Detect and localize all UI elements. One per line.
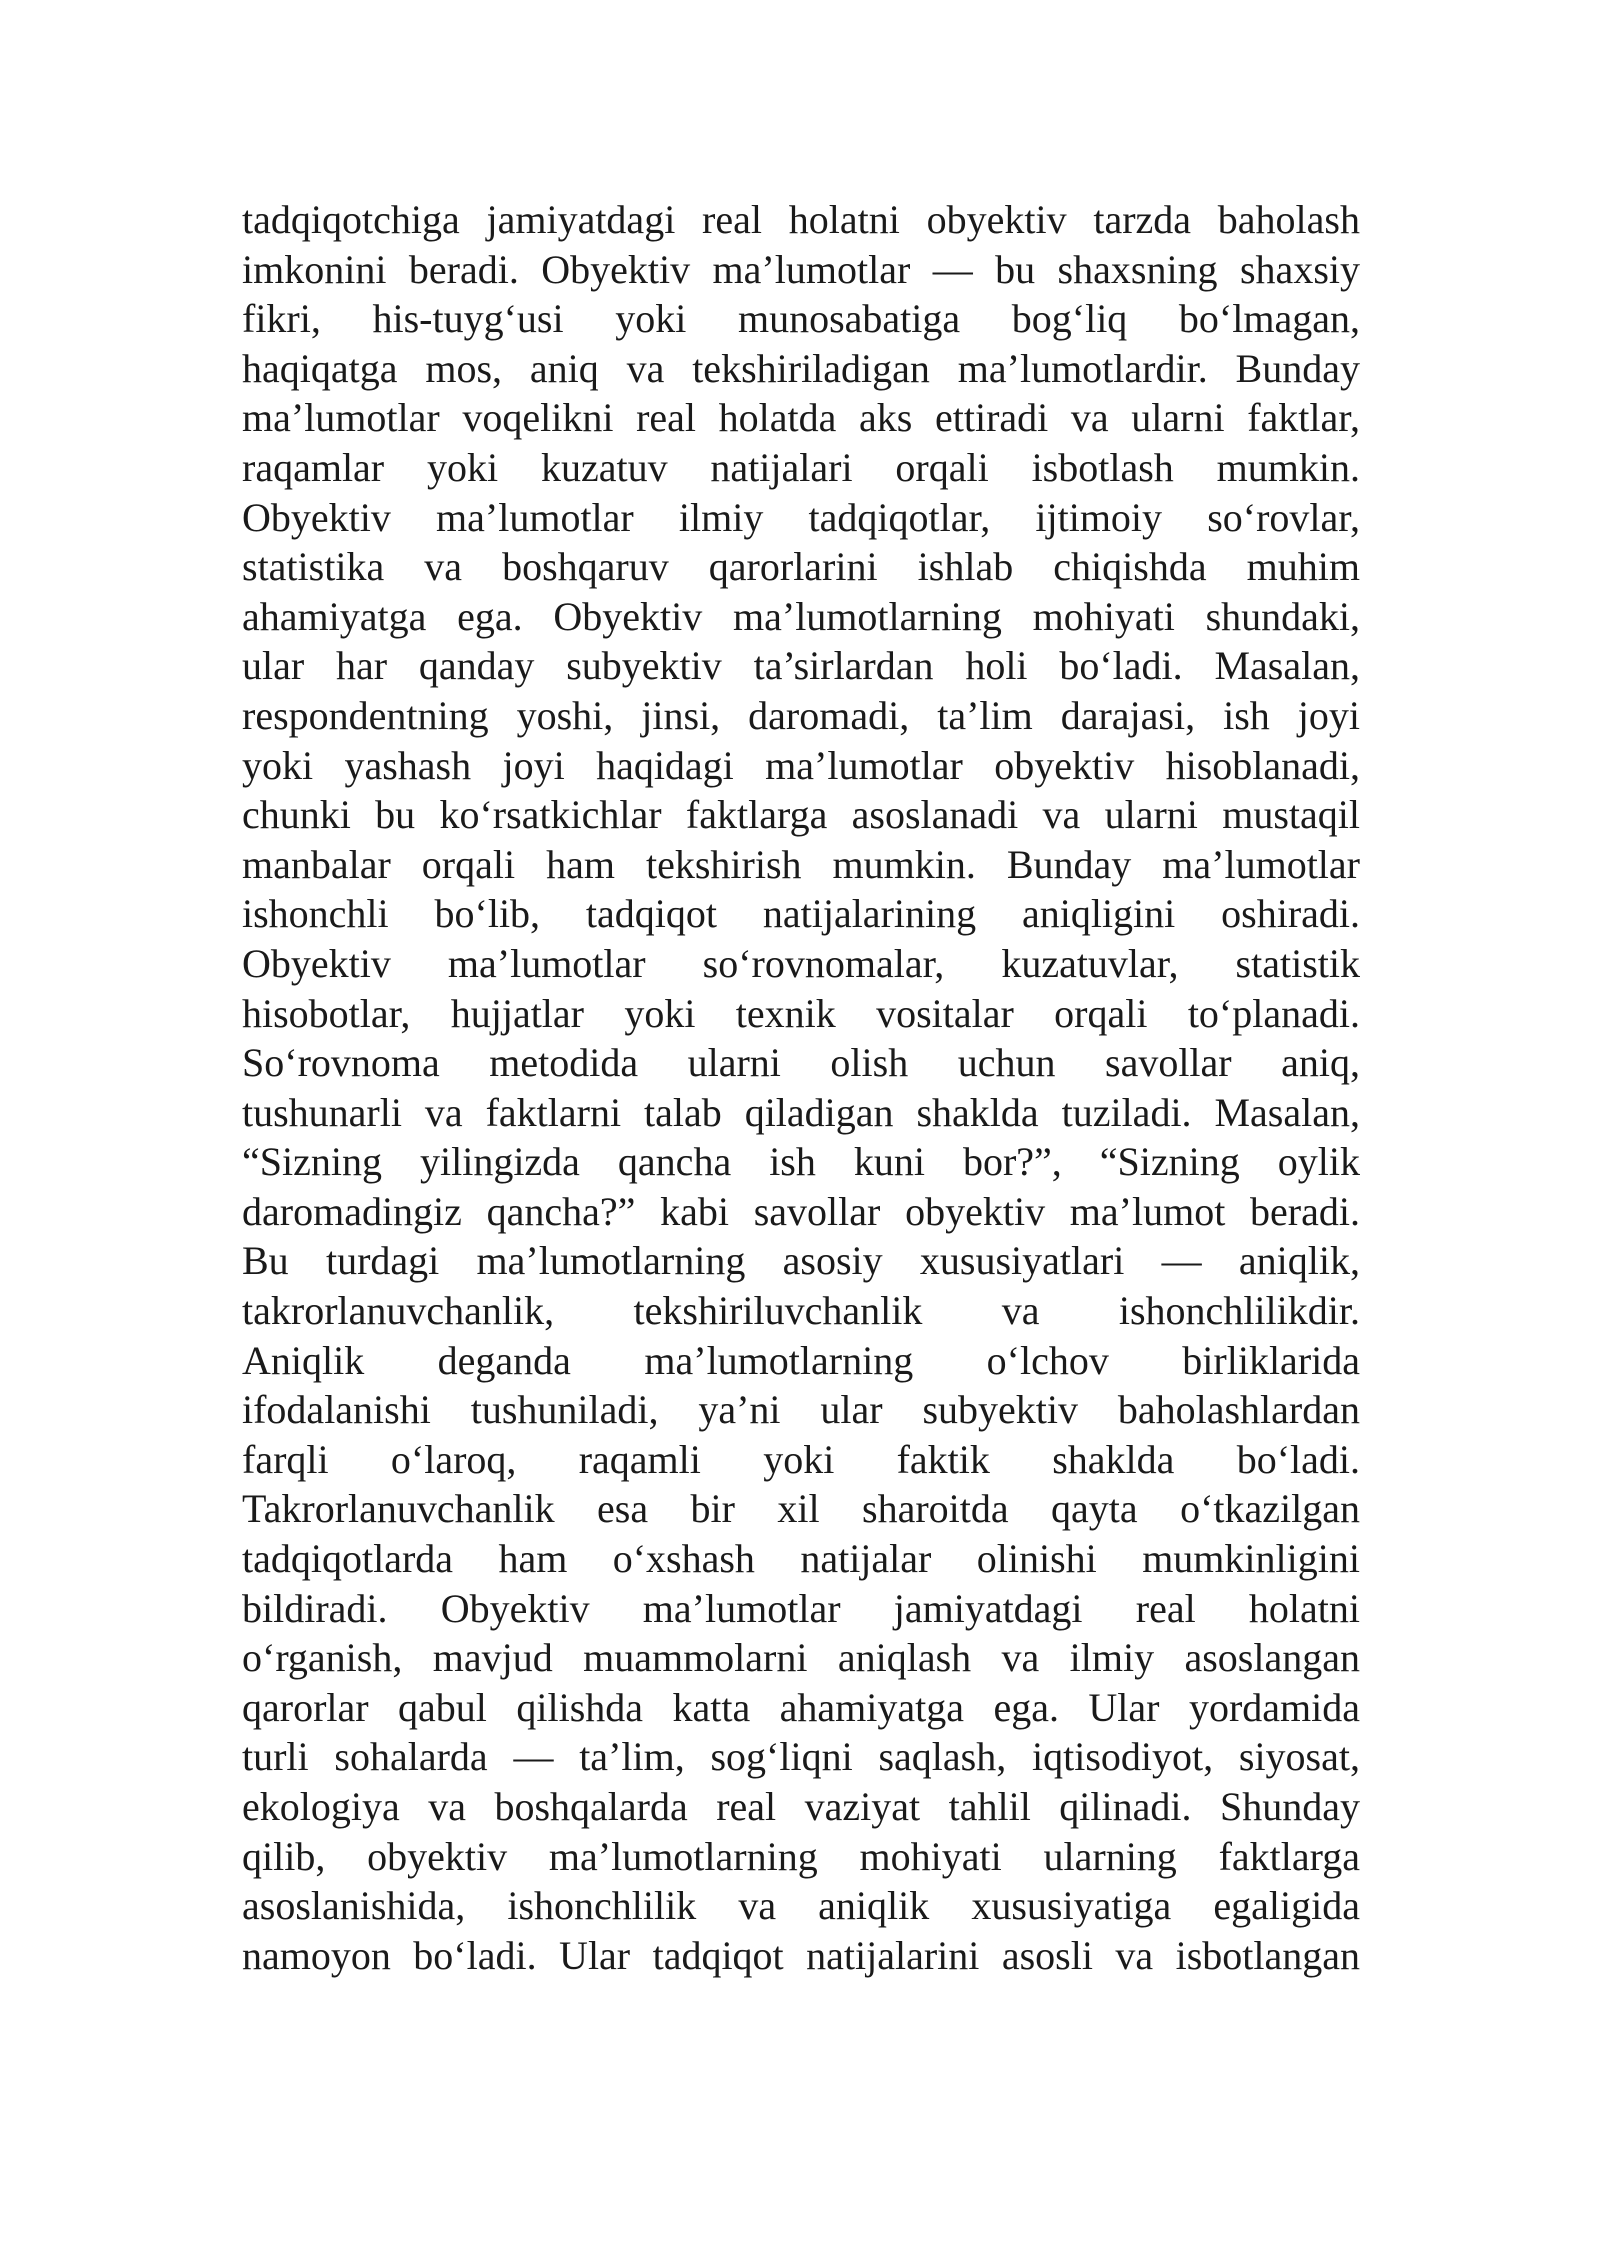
text-line: statistika va boshqaruv qarorlarini ishlab chiqishda muhim <box>242 544 1360 590</box>
text-line: ma’lumotlar voqelikni real holatda aks ettiradi va ularni faktlar, <box>242 395 1360 441</box>
text-line: namoyon bo‘ladi. Ular tadqiqot natijalarini asosli va isbotlangan <box>242 1932 1360 1978</box>
text-line: Obyektiv ma’lumotlar so‘rovnomalar, kuzatuvlar, statistik <box>242 940 1360 986</box>
text-line: manbalar orqali ham tekshirish mumkin. Bunday ma’lumotlar <box>242 841 1360 887</box>
text-line: chunki bu ko‘rsatkichlar faktlarga asoslanadi va ularni mustaqil <box>242 792 1360 838</box>
text-line: haqiqatga mos, aniq va tekshiriladigan ma’lumotlardir. Bunday <box>242 345 1360 391</box>
text-line: qilib, obyektiv ma’lumotlarning mohiyati ularning faktlarga <box>242 1833 1360 1879</box>
body-paragraph <box>242 195 1360 1980</box>
text-line: imkonini beradi. Obyektiv ma’lumotlar — bu shaxsning shaxsiy <box>242 246 1360 292</box>
text-line: tadqiqotlarda ham o‘xshash natijalar olinishi mumkinligini <box>242 1536 1360 1582</box>
text-line: qarorlar qabul qilishda katta ahamiyatga ega. Ular yordamida <box>242 1684 1360 1730</box>
text-line: “Sizning yilingizda qancha ish kuni bor?”, “Sizning oylik <box>242 1139 1360 1185</box>
text-line: ahamiyatga ega. Obyektiv ma’lumotlarning mohiyati shundaki, <box>242 593 1360 639</box>
text-line: takrorlanuvchanlik, tekshiriluvchanlik va ishonchlilikdir. <box>242 1288 1360 1334</box>
text-line: Takrorlanuvchanlik esa bir xil sharoitda qayta o‘tkazilgan <box>242 1486 1360 1532</box>
text-line: bildiradi. Obyektiv ma’lumotlar jamiyatdagi real holatni <box>242 1585 1360 1631</box>
text-line: tadqiqotchiga jamiyatdagi real holatni obyektiv tarzda baholash <box>242 197 1360 242</box>
text-line: o‘rganish, mavjud muammolarni aniqlash va ilmiy asoslangan <box>242 1635 1360 1681</box>
text-line: ishonchli bo‘lib, tadqiqot natijalarining aniqligini oshiradi. <box>242 891 1360 937</box>
text-line: daromadingiz qancha?” kabi savollar obyektiv ma’lumot beradi. <box>242 1188 1360 1234</box>
text-line: yoki yashash joyi haqidagi ma’lumotlar obyektiv hisoblanadi, <box>242 742 1360 788</box>
text-line: ifodalanishi tushuniladi, ya’ni ular subyektiv baholashlardan <box>242 1387 1360 1433</box>
text-line: Aniqlik deganda ma’lumotlarning o‘lchov birliklarida <box>242 1337 1360 1383</box>
text-line: Obyektiv ma’lumotlar ilmiy tadqiqotlar, ijtimoiy so‘rovlar, <box>242 494 1360 540</box>
text-line: farqli o‘laroq, raqamli yoki faktik shaklda bo‘ladi. <box>242 1436 1360 1482</box>
text-line: Bu turdagi ma’lumotlarning asosiy xususiyatlari — aniqlik, <box>242 1238 1360 1284</box>
text-line: fikri, his-tuyg‘usi yoki munosabatiga bog‘liq bo‘lmagan, <box>242 296 1360 342</box>
text-line: turli sohalarda — ta’lim, sog‘liqni saqlash, iqtisodiyot, siyosat, <box>242 1734 1360 1780</box>
text-line: So‘rovnoma metodida ularni olish uchun savollar aniq, <box>242 1040 1360 1086</box>
text-line: respondentning yoshi, jinsi, daromadi, ta’lim darajasi, ish joyi <box>242 692 1360 738</box>
text-line: tushunarli va faktlarni talab qiladigan shaklda tuziladi. Masalan, <box>242 1089 1360 1135</box>
text-line: asoslanishida, ishonchlilik va aniqlik xususiyatiga egaligida <box>242 1883 1360 1929</box>
text-line: hisobotlar, hujjatlar yoki texnik vositalar orqali to‘planadi. <box>242 990 1360 1036</box>
text-line: ekologiya va boshqalarda real vaziyat tahlil qilinadi. Shunday <box>242 1784 1360 1829</box>
text-line: ular har qanday subyektiv ta’sirlardan holi bo‘ladi. Masalan, <box>242 643 1360 689</box>
text-line: raqamlar yoki kuzatuv natijalari orqali isbotlash mumkin. <box>242 444 1360 490</box>
